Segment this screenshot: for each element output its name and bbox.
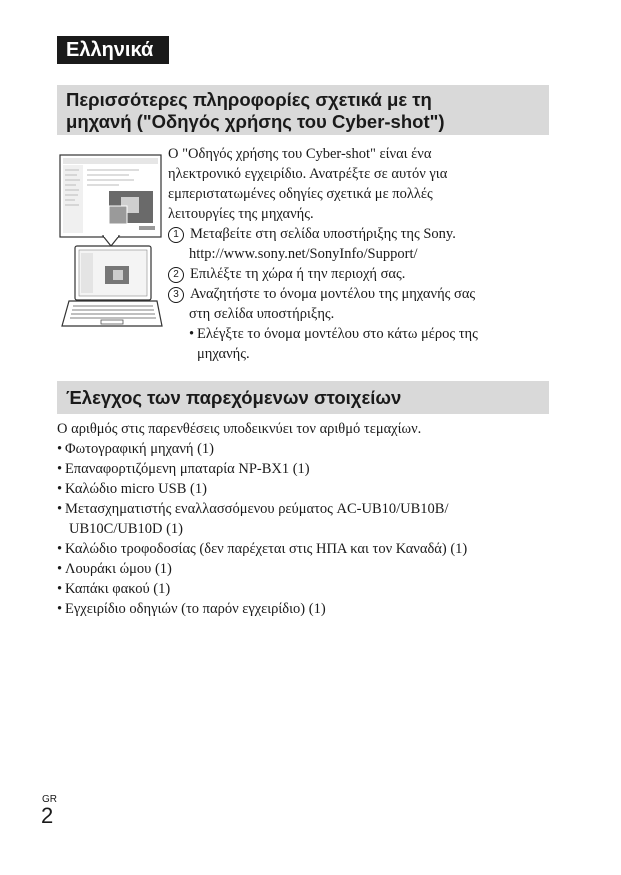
supplied-items-section (57, 419, 467, 619)
page-language-code: GR (42, 794, 57, 805)
step-number-badge: 3 (168, 287, 184, 303)
support-url: http://www.sony.net/SonyInfo/Support/ (189, 246, 418, 262)
language-tab: Ελληνικά (57, 36, 169, 64)
note-text: Ελέγξτε το όνομα μοντέλου στο κάτω μέρος της (197, 326, 478, 342)
text-line: λειτουργίες της μηχανής. (168, 206, 314, 222)
section-heading-supplied-items: Έλεγχος των παρεχόμενων στοιχείων (57, 381, 549, 414)
list-item: • Φωτογραφική μηχανή (1) (57, 441, 214, 457)
page-number: 2 (41, 803, 54, 828)
note-text-continued: μηχανής. (197, 346, 250, 362)
list-item: • Επαναφορτιζόμενη μπαταρία NP-BX1 (1) (57, 461, 310, 477)
text-line: ηλεκτρονικό εγχειρίδιο. Ανατρέξτε σε αυτόν για (168, 166, 448, 182)
list-item: • Μετασχηματιστής εναλλασσόμενου ρεύματος AC-UB10/UB10B/ (57, 501, 449, 517)
laptop-manual-illustration (59, 154, 163, 330)
heading-line: Περισσότερες πληροφορίες σχετικά με τη (66, 89, 432, 110)
list-item: • Καλώδιο τροφοδοσίας (δεν παρέχεται στις ΗΠΑ και τον Καναδά) (1) (57, 541, 468, 557)
step-text-continued: στη σελίδα υποστήριξης. (189, 306, 335, 322)
intro-paragraph (168, 144, 447, 224)
list-item-continued: UB10C/UB10D (1) (69, 521, 183, 537)
list-item: • Λουράκι ώμου (1) (57, 561, 172, 577)
list-item: • Καλώδιο micro USB (1) (57, 481, 207, 497)
bullet: • (189, 326, 195, 342)
list-item: • Εγχειρίδιο οδηγιών (το παρόν εγχειρίδιο) (1) (57, 601, 326, 617)
step-3 (168, 284, 478, 304)
step-text: Μεταβείτε στη σελίδα υποστήριξης της Sony. (190, 226, 456, 242)
text-line: εμπεριστατωμένες οδηγίες σχετικά με πολλές (168, 186, 433, 202)
note (168, 324, 478, 344)
steps-list (168, 224, 478, 364)
section-heading-more-info (57, 85, 549, 135)
heading-line: μηχανή ("Οδηγός χρήσης του Cyber-shot") (66, 111, 445, 132)
step-number-badge: 1 (168, 227, 184, 243)
step-1 (168, 224, 478, 244)
step-2 (168, 264, 478, 284)
supplied-items-intro: Ο αριθμός στις παρενθέσεις υποδεικνύει τον αριθμό τεμαχίων. (57, 421, 422, 437)
step-text: Επιλέξτε τη χώρα ή την περιοχή σας. (190, 266, 406, 282)
list-item: • Καπάκι φακού (1) (57, 581, 171, 597)
step-number-badge: 2 (168, 267, 184, 283)
step-text: Αναζητήστε το όνομα μοντέλου της μηχανής σας (190, 286, 476, 302)
text-line: Ο "Οδηγός χρήσης του Cyber-shot" είναι ένα (168, 146, 432, 162)
